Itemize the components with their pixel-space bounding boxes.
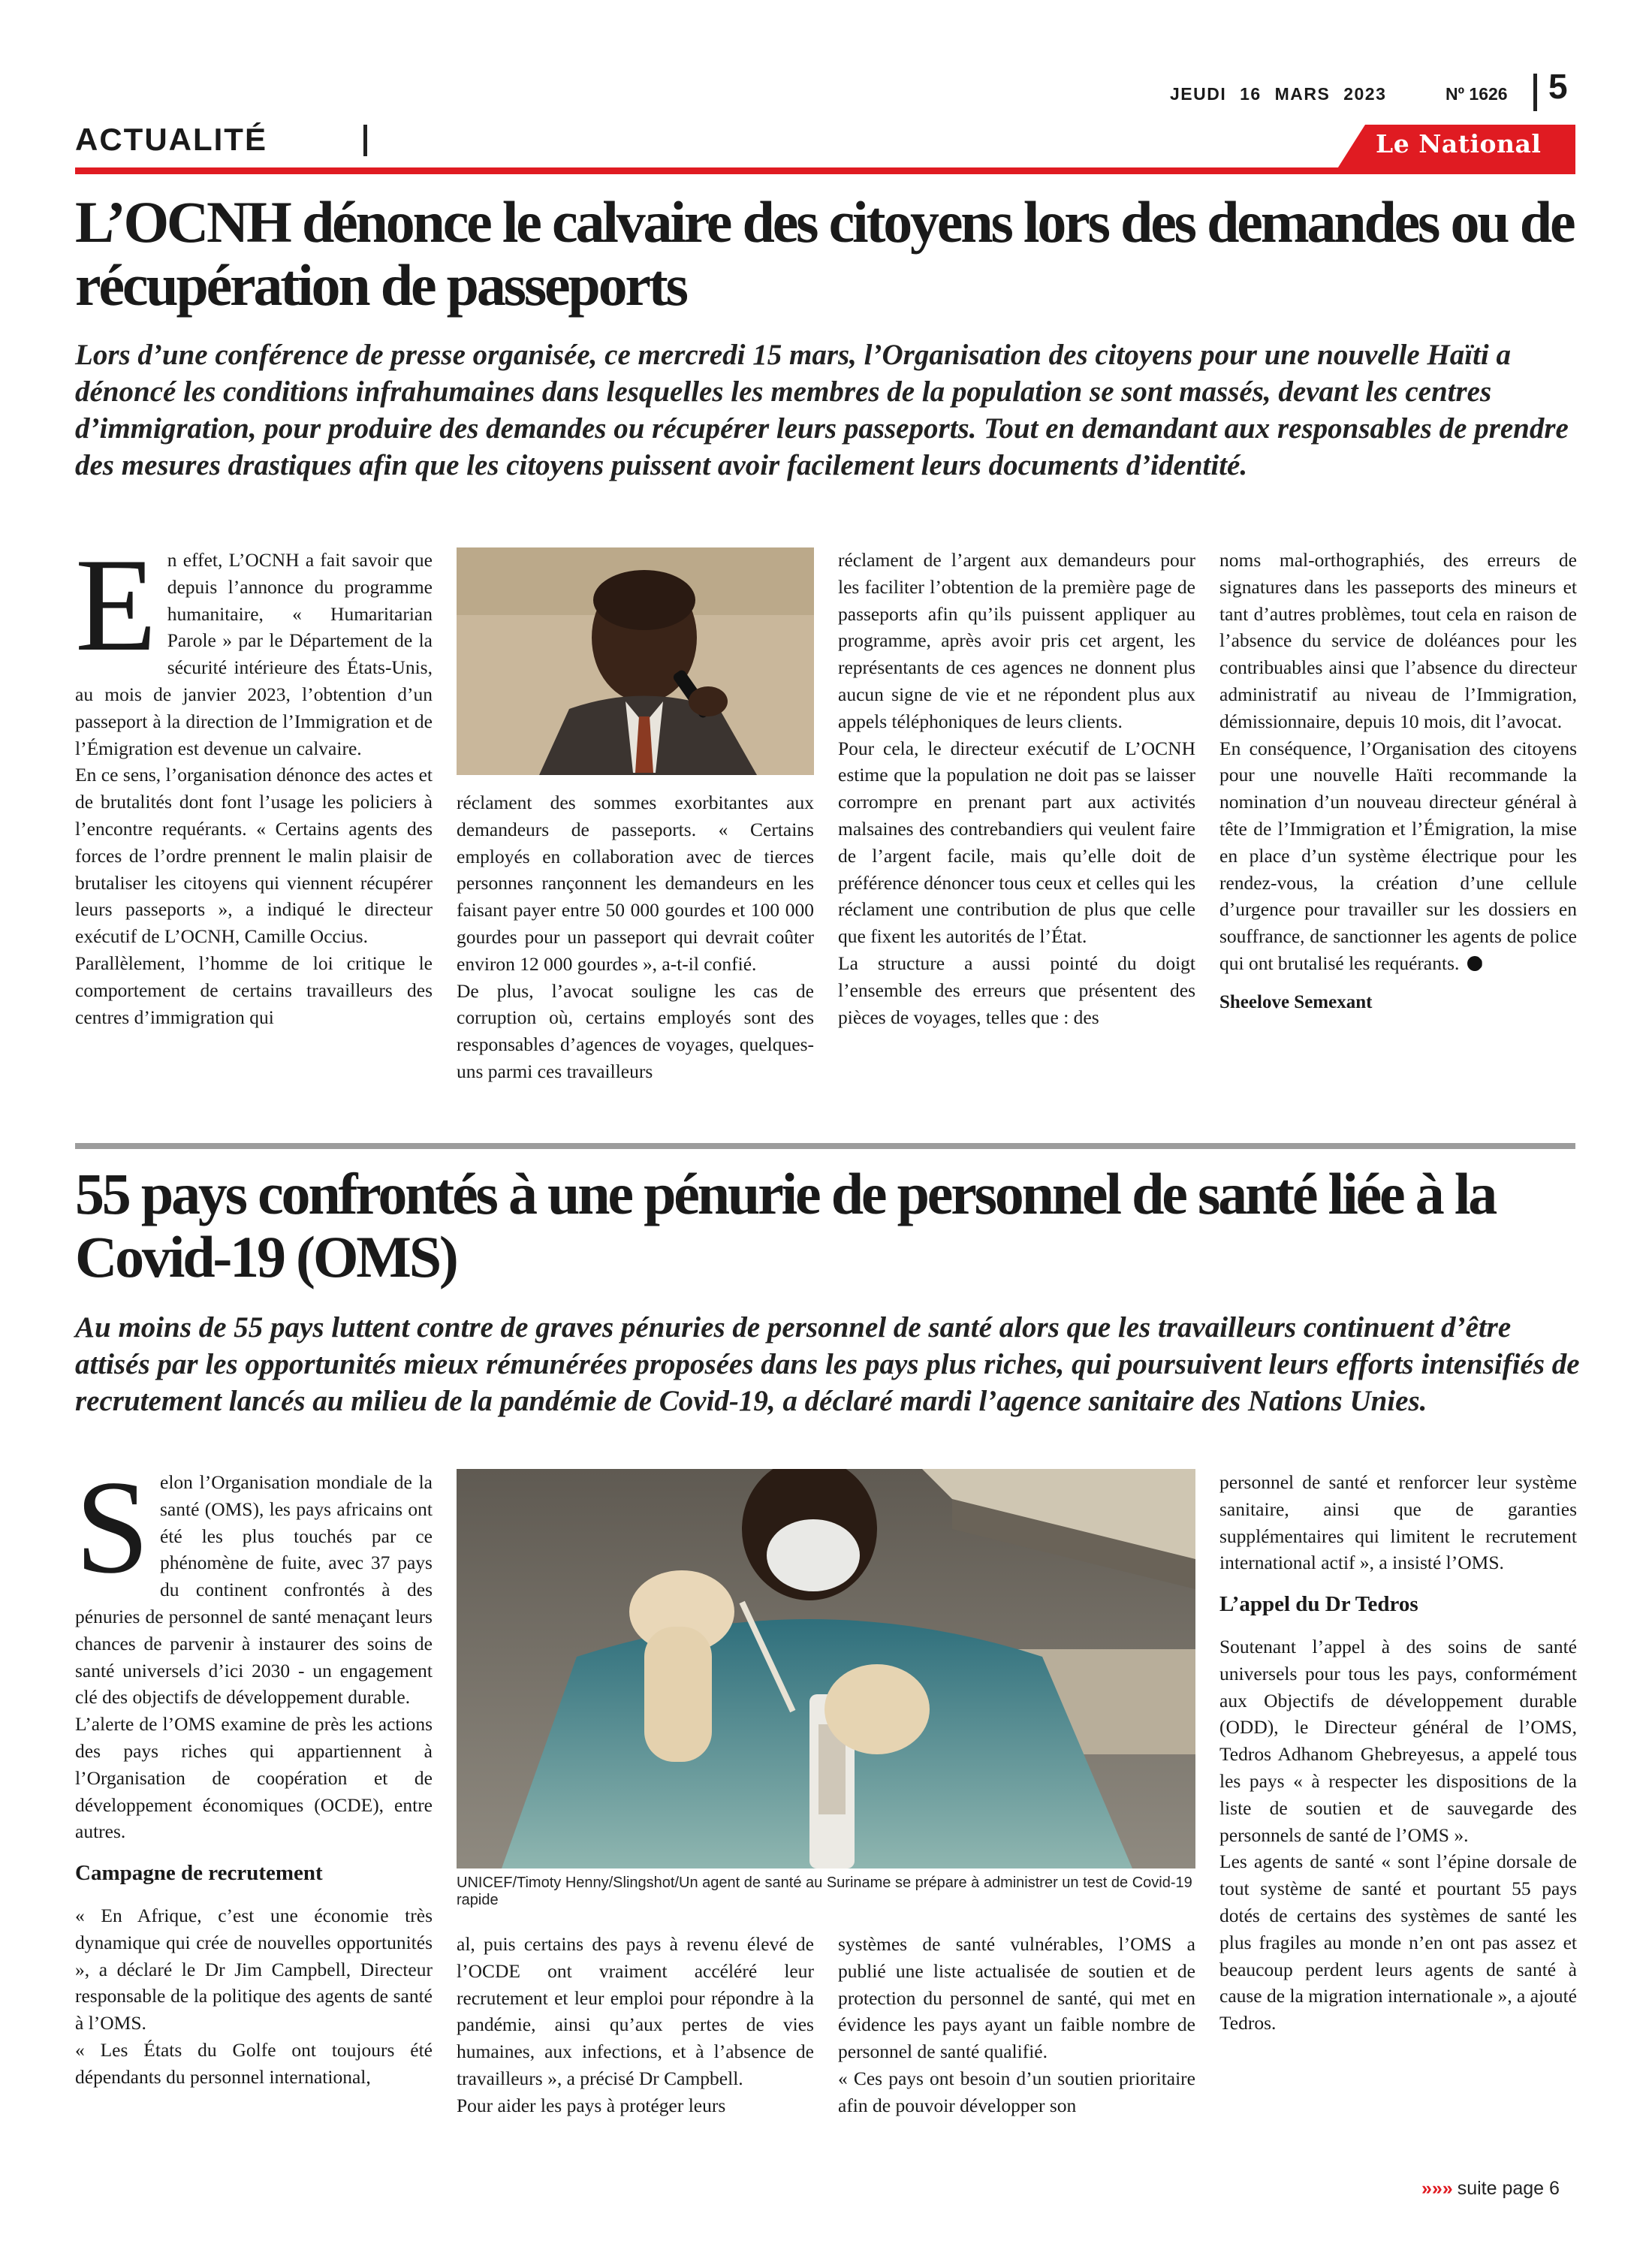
article2-subhead-recruitment: Campagne de recrutement [75, 1861, 323, 1886]
article2-paragraph: « Les États du Golfe ont toujours été dépendants du personnel international, [75, 2038, 433, 2088]
continued-on-page [1421, 2178, 1560, 2200]
article2-column-4 [1219, 1469, 1577, 2037]
article-separator [75, 1143, 1575, 1149]
article2-drop-cap: S [75, 1452, 149, 1601]
article2-paragraph: personnel de santé et renforcer leur système sanitaire, ainsi que de garanties supplémentaires qui limitent le recrutement international actif », a insisté l’OMS. [1219, 1471, 1577, 1574]
article2-lead: Au moins de 55 pays luttent contre de graves pénuries de personnel de santé alors que les travailleurs continuent d’être attisés par les opportunités mieux rémunérées proposées dans les pays plus riches, qui poursuivent leurs efforts intensifiés de recrutement lancés au milieu de la pandémie de Covid-19, a déclaré mardi l’agence sanitaire des Nations Unies. [75, 1311, 1580, 1417]
article2-paragraph: « Ces pays ont besoin d’un soutien prioritaire afin de pouvoir développer son [838, 2067, 1195, 2116]
article1-paragraph: Pour cela, le directeur exécutif de L’OCNH estime que la population ne doit pas se laisser corrompre en prenant part aux activités malsaines des contrebandiers qui veulent faire de l’argent facile, mais qu’elle doit de préférence dénoncer tous ceux et celles qui les réclament une contribution de plus que celle que fixent les autorités de l’État. [838, 737, 1195, 948]
article2-column-1 [75, 1452, 433, 2091]
article1-paragraph: réclament des sommes exorbitantes aux demandeurs de passeports. « Certains employés en collaboration avec de tierces personnes rançonnent les demandeurs en les faisant payer entre 50 000 gourdes et 100 000 gourdes pour un passeport qui devrait coûter environ 12 000 gourdes », a-t-il confié. [457, 792, 814, 975]
continue-arrows-icon: »»» [1421, 2178, 1453, 2199]
article2-paragraph: Les agents de santé « sont l’épine dorsale de tout système de santé et pourtant 55 pays dotés de certains des systèmes de santé les plus fragiles au monde n’en ont pas assez et beaucoup perdent leurs agents de santé à cause de la migration internationale », a ajouté Tedros. [1219, 1850, 1577, 2034]
article1-paragraph: noms mal-orthographiés, des erreurs de signatures dans les passeports des mineurs et tant d’autres problèmes, tout cela en raison de l’absence du service de doléances pour les contribuables ainsi que l’absence du directeur administratif au niveau de l’Immigration, démissionnaire, depuis 10 mois, dit l’avocat. [1219, 549, 1577, 732]
issue-date: JEUDI 16 MARS 2023 [1170, 84, 1387, 104]
article1-paragraph: n effet, L’OCNH a fait savoir que depuis l’annonce du programme humanitaire, « Humaritarian Parole » par le Département de la sécurité intérieure des États-Unis, au mois de janvier 2023, l’obtention d’un passeport à la direction de l’Immigration et de l’Émigration est devenue un calvaire. [75, 549, 433, 759]
issue-number: Nº 1626 [1446, 84, 1508, 104]
article1-paragraph: De plus, l’avocat souligne les cas de corruption où, certains employés sont des responsables d’agences de voyages, quelques-uns parmi ces travailleurs [457, 979, 814, 1082]
health-worker-photo [457, 1469, 1195, 1868]
article2-paragraph: « En Afrique, c’est une économie très dynamique qui crée de nouvelles opportunités », a déclaré le Dr Jim Campbell, Directeur responsable de la politique des agents de santé à l’OMS. [75, 1904, 433, 2034]
article2-title: 55 pays confrontés à une pénurie de personnel de santé liée à la Covid-19 (OMS) [75, 1161, 1496, 1289]
article1-column-3 [838, 547, 1195, 1030]
article1-paragraph: La structure a aussi pointé du doigt l’ensemble des erreurs que présentent des pièces de voyages, telles que : des [838, 952, 1195, 1028]
page-number: 5 [1548, 67, 1568, 106]
article2-paragraph: Soutenant l’appel à des soins de santé universels pour tous les pays, conformément aux Objectifs de développement durable (ODD), le Directeur général de l’OMS, Tedros Adhanom Ghebreyesus, a appelé tous les pays « à respecter les dispositions de la liste de soutien et de sauvegarde des personnels de santé de l’OMS ». [1219, 1635, 1577, 1846]
article1-paragraph: Parallèlement, l’homme de loi critique le comportement de certains travailleurs des centres d’immigration qui [75, 952, 433, 1028]
photo-caption: UNICEF/Timoty Henny/Slingshot/Un agent de santé au Suriname se prépare à administrer un test de Covid-19 rapide [457, 1874, 1192, 1908]
article1-title: L’OCNH dénonce le calvaire des citoyens lors des demandes ou de récupération de passeports [75, 189, 1574, 318]
end-of-article-icon [1467, 956, 1482, 971]
section-divider [363, 125, 367, 156]
continue-text: suite page 6 [1457, 2178, 1560, 2199]
article1-column-2 [457, 789, 814, 1085]
article2-paragraph: systèmes de santé vulnérables, l’OMS a publié une liste actualisée de soutien et de protection du personnel de santé, qui met en évidence les pays ayant un faible nombre de personnel de santé qualifié. [838, 1933, 1195, 2063]
article2-paragraph: L’alerte de l’OMS examine de près les actions des pays riches qui appartiennent à l’Organisation de coopération et de développement économiques (OCDE), entre autres. [75, 1713, 433, 1843]
article2-column-3 [838, 1931, 1195, 2119]
article1-paragraph: réclament de l’argent aux demandeurs pour les faciliter l’obtention de la première page de passeports afin qu’ils puissent appliquer au programme, après avoir pris cet argent, les représentants de ces agences ne donnent plus aucun signe de vie et ne répondent plus aux appels téléphoniques de leurs clients. [838, 549, 1195, 732]
section-title: ACTUALITÉ [75, 122, 267, 157]
portrait-photo [457, 547, 814, 775]
article2-column-2 [457, 1931, 814, 2119]
article1-drop-cap: E [75, 530, 157, 679]
article2-paragraph: Pour aider les pays à protéger leurs [457, 2094, 726, 2116]
article1-column-1 [75, 530, 433, 1030]
article2-paragraph: elon l’Organisation mondiale de la santé (OMS), les pays africains ont été les plus touchés par ce phénomène de fuite, avec 37 pays du continent confrontés à des pénuries de personnel de santé menaçant leurs chances de parvenir à instaurer des soins de santé universels d’ici 2030 - un engagement clé des objectifs de développement durable. [75, 1471, 433, 1709]
publication-name: Le National [1376, 129, 1542, 158]
article1-signature: Sheelove Semexant [1219, 991, 1373, 1012]
header-divider [1533, 74, 1537, 111]
article1-column-4 [1219, 547, 1577, 1016]
article1-paragraph: En conséquence, l’Organisation des citoyens pour une nouvelle Haïti recommande la nomination d’un nouveau directeur général à tête de l’Immigration et l’Émigration, la mise en place d’un système électrique pour les rendez-vous, la création d’une cellule d’urgence pour travailler sur les dossiers en souffrance, de sanctionner les agents de police qui ont brutalisé les requérants. [1219, 737, 1577, 974]
article1-paragraph: En ce sens, l’organisation dénonce des actes et de brutalités dont font l’usage les policiers à l’encontre requérants. « Certains agents des forces de l’ordre prennent le malin plaisir de brutaliser les citoyens qui viennent récupérer leurs passeports », a indiqué le directeur exécutif de L’OCNH, Camille Occius. [75, 764, 433, 948]
article1-lead: Lors d’une conférence de presse organisée, ce mercredi 15 mars, l’Organisation des citoyens pour une nouvelle Haïti a dénoncé les conditions infrahumaines dans lesquelles les membres de la population se sont massés, devant les centres d’immigration, pour produire des demandes ou récupérer leurs passeports. Tout en demandant aux responsables de prendre des mesures drastiques afin que les citoyens puissent avoir facilement leurs documents d’identité. [75, 339, 1569, 481]
article2-subhead-tedros: L’appel du Dr Tedros [1219, 1592, 1418, 1617]
article2-paragraph: al, puis certains des pays à revenu élevé de l’OCDE ont vraiment accéléré leur recrutement et leur emploi pour répondre à la pandémie, ainsi qu’aux pertes de vies humaines, aux infections, et à l’absence de travailleurs », a précisé Dr Campbell. [457, 1933, 814, 2089]
